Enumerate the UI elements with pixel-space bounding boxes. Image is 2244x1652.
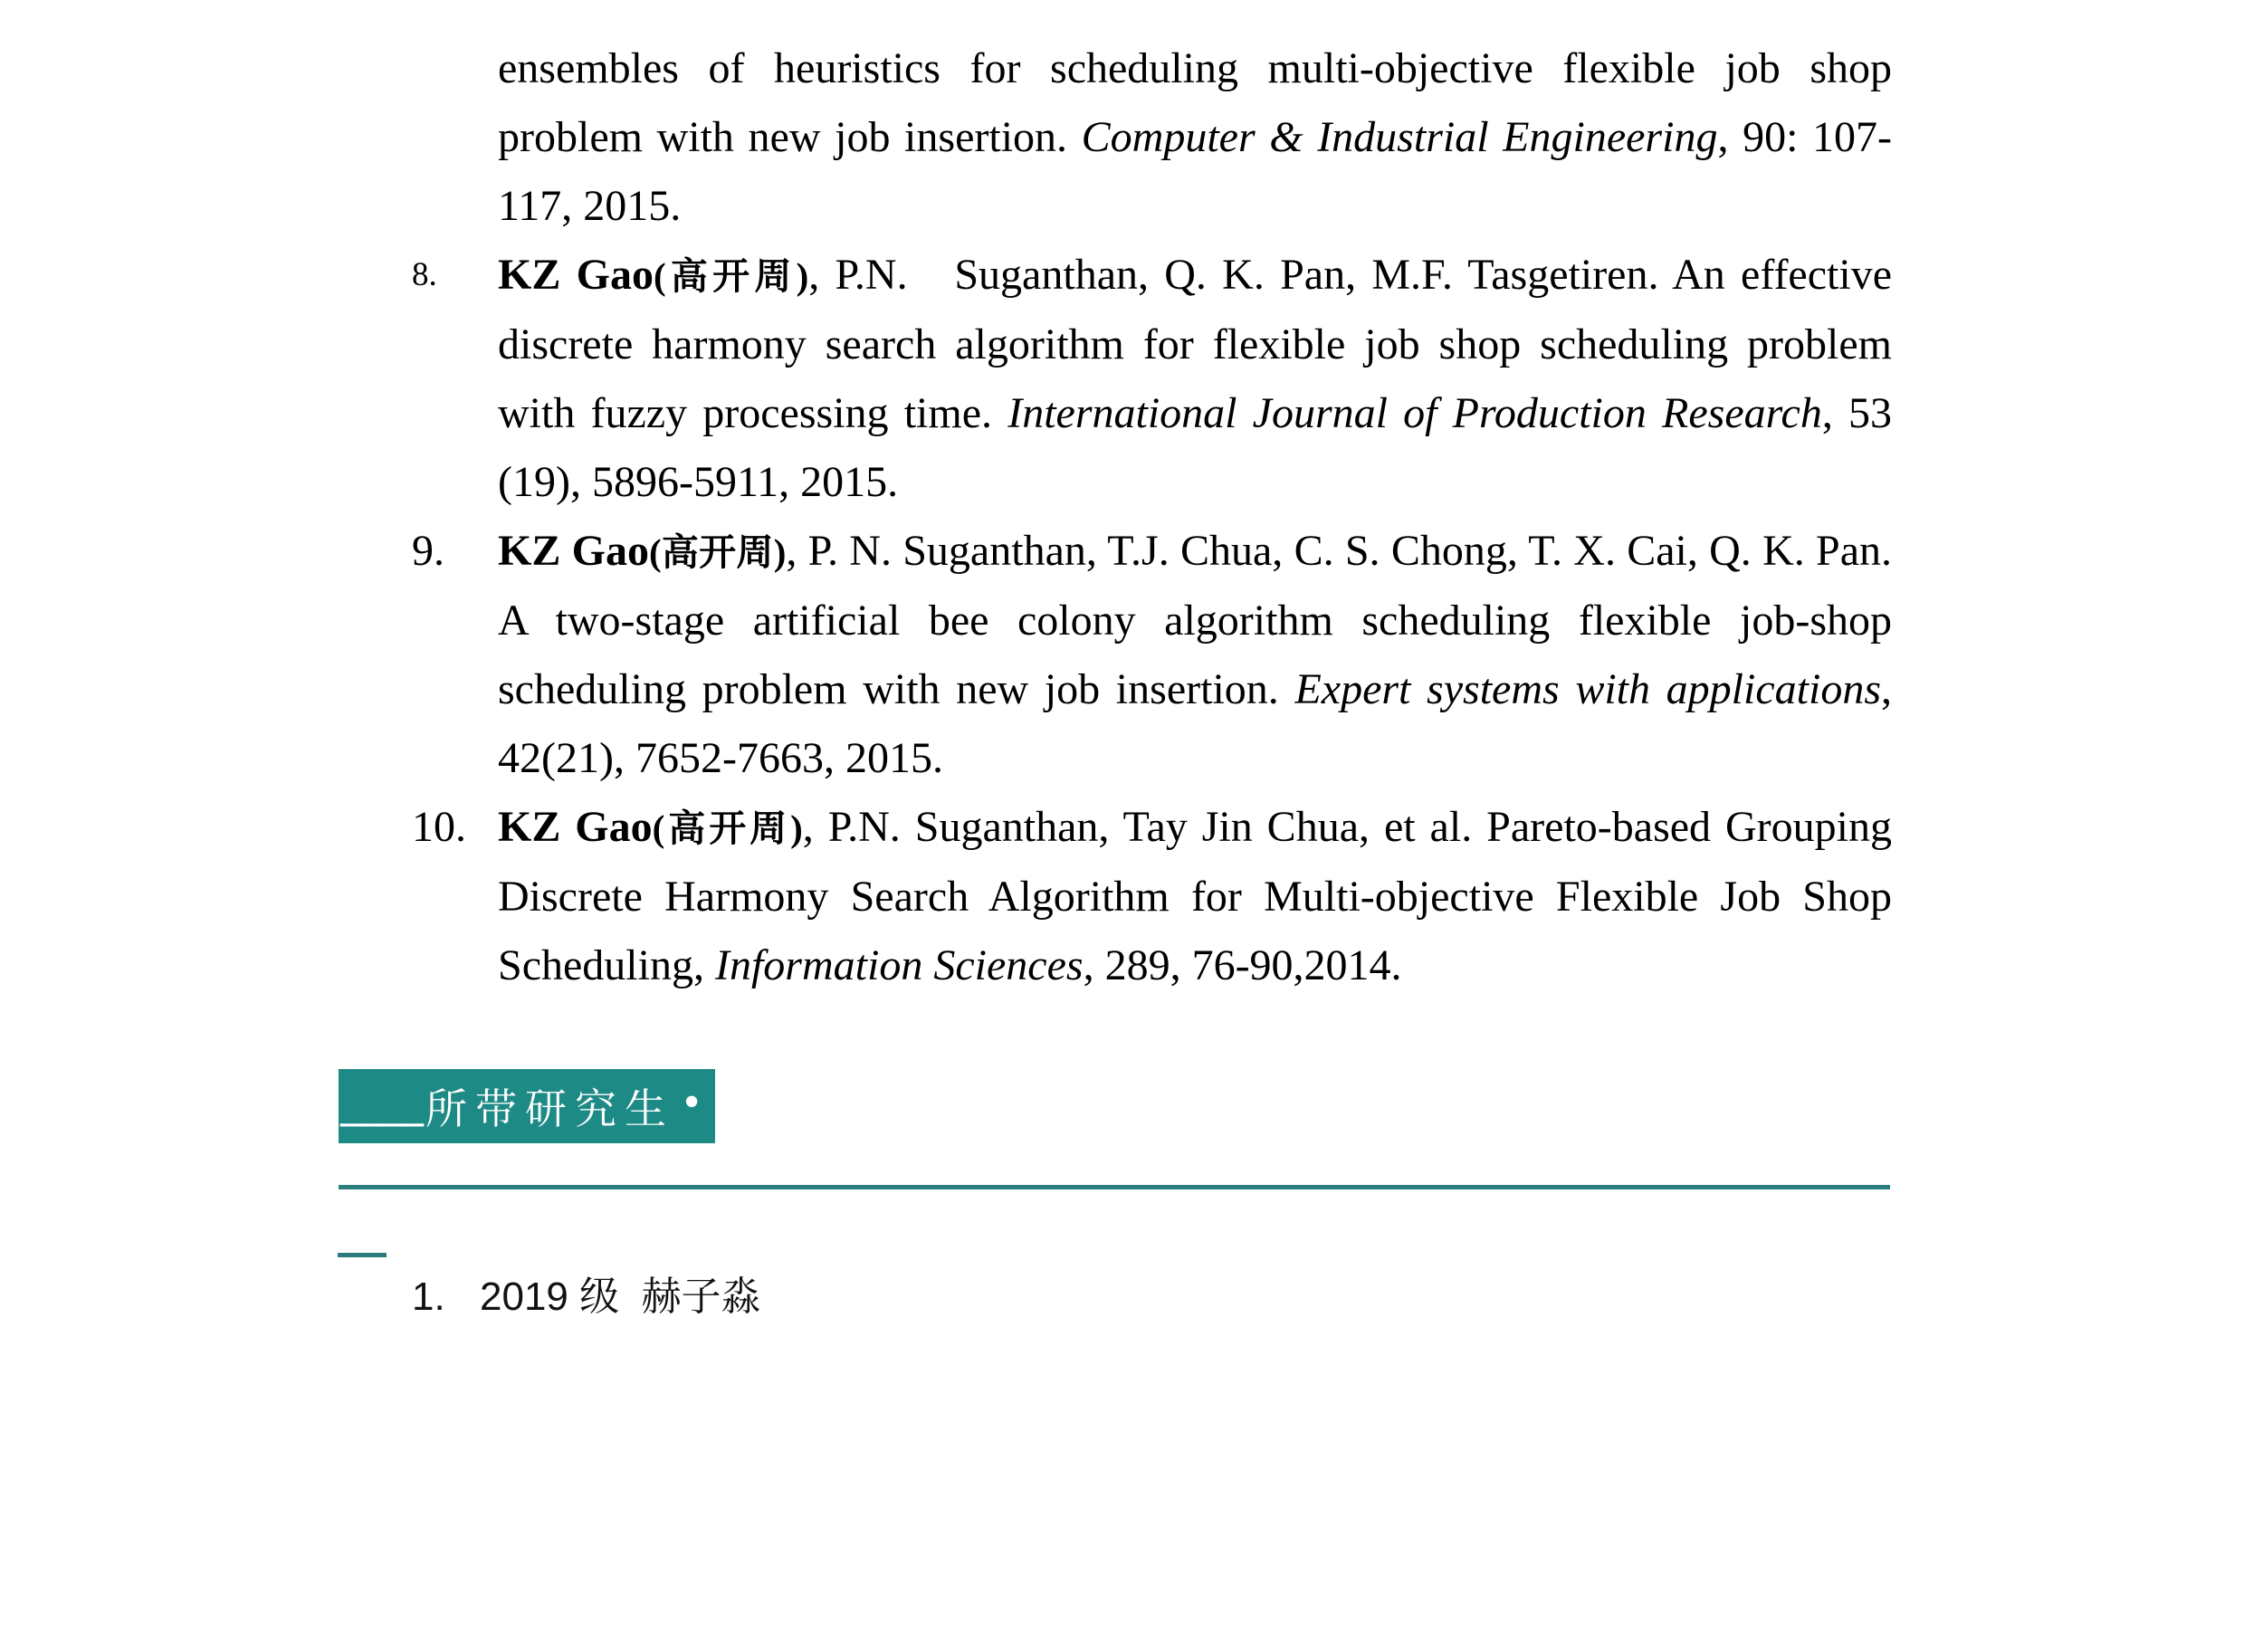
section-header-title: 所带研究生 xyxy=(425,1086,674,1132)
publication-item xyxy=(498,34,1892,241)
publication-text-segment: , 90: 107-117, 2015. xyxy=(498,113,1892,230)
publication-text-segment: , 53 (19), 5896-5911, 2015. xyxy=(498,389,1893,506)
publication-text-segment: , P. N. Suganthan, T.J. Chua, C. S. Chong, T. X. Cai, Q. K. Pan. A two-stage artificial bee colony algorithm scheduling flexible job-shop scheduling problem with new job insertion. xyxy=(498,527,1893,713)
publication-text xyxy=(498,251,1892,506)
publication-text-segment: , 42(21), 7652-7663, 2015. xyxy=(498,665,1892,782)
publication-number: 10. xyxy=(412,803,466,851)
publication-text-segment: ensembles of heuristics for scheduling multi-objective flexible job shop problem with new job insertion. xyxy=(498,44,1892,161)
divider-line-short xyxy=(338,1253,387,1257)
publication-text-segment: , P.N. Suganthan, Tay Jin Chua, et al. Pareto-based Grouping Discrete Harmony Search Algorithm for Multi-objective Flexible Job Shop Scheduling, xyxy=(498,803,1893,989)
student-list xyxy=(412,1272,761,1323)
section-header-supervised-students xyxy=(339,1069,715,1143)
publication-text-segment: KZ Gao xyxy=(498,803,653,851)
publication-text-segment: Expert systems with applications xyxy=(1294,665,1881,713)
divider-line-long xyxy=(339,1185,1890,1189)
publication-text xyxy=(498,527,1892,782)
student-number: 1. xyxy=(412,1275,445,1319)
publication-text-segment: Computer & Industrial Engineering xyxy=(1081,113,1718,161)
publication-number: 8. xyxy=(412,256,437,293)
publication-text-segment: (高开周) xyxy=(653,255,809,297)
publication-text-segment: KZ Gao xyxy=(498,527,649,575)
publication-text-segment: (高开周) xyxy=(648,531,787,573)
publication-text-segment: International Journal of Production Research xyxy=(1007,389,1822,437)
publication-text xyxy=(498,44,1892,230)
publication-item xyxy=(412,793,1893,1000)
section-header-underline: ____ xyxy=(340,1083,424,1130)
student-item xyxy=(412,1272,761,1323)
publication-text xyxy=(498,803,1892,989)
publication-list xyxy=(0,34,1892,1000)
publication-item xyxy=(412,517,1893,793)
publication-text-segment: KZ Gao xyxy=(498,251,654,299)
student-label: 2019 级 赫子淼 xyxy=(480,1275,761,1319)
publication-number: 9. xyxy=(412,527,444,575)
section-header-bullet: • xyxy=(683,1076,701,1128)
publication-text-segment: , P.N. Suganthan, Q. K. Pan, M.F. Tasgetiren. An effective discrete harmony search algorithm for flexible job shop scheduling problem with fuzzy processing time. xyxy=(498,251,1893,437)
publication-item xyxy=(412,241,1893,517)
publication-text-segment: (高开周) xyxy=(652,807,803,849)
publication-text-segment: , 289, 76-90,2014. xyxy=(1083,941,1402,989)
publication-text-segment: Information Sciences xyxy=(714,941,1084,989)
